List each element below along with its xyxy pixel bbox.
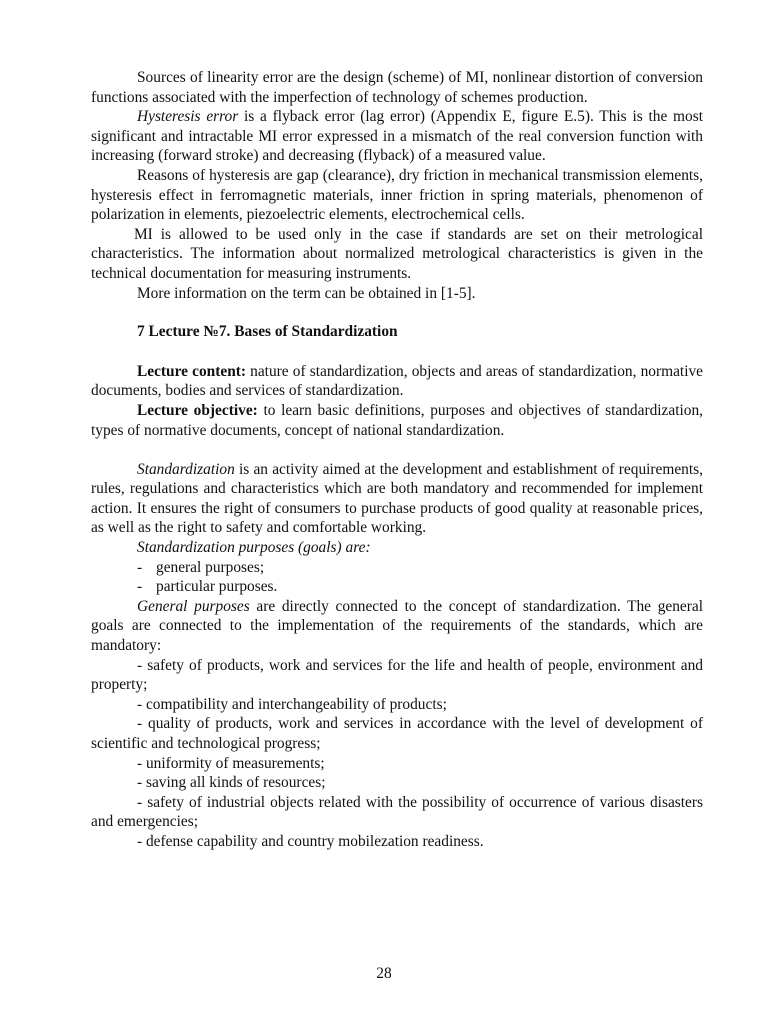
page-number: 28 (376, 965, 392, 982)
goal-item: - defense capability and country mobilezation readiness. (137, 832, 484, 850)
term-general-purposes: General purposes (137, 597, 250, 615)
paragraph-hysteresis-error (91, 107, 703, 166)
page-body (91, 68, 703, 852)
goal-item: - compatibility and interchangeability of products; (137, 695, 447, 713)
standardization-definition-text: is an activity aimed at the development and establishment of requirements, rules, regulations and characteristics which are both mandatory and recommended for implement action. It ensures the right of consumers to purchase products of good quality at reasonable prices, as well as the right to safety and comfortable working. (91, 460, 703, 537)
term-standardization: Standardization (137, 460, 235, 478)
purposes-heading-text: Standardization purposes (goals) are: (137, 539, 371, 557)
list-item-text: particular purposes. (156, 578, 278, 596)
lecture-heading: 7 Lecture №7. Bases of Standardization (137, 323, 398, 341)
paragraph-mi-allowed: MI is allowed to be used only in the case if standards are set on their metrological characteristics. The information about normalized metrological characteristics is given in the technical documentation for measuring instruments. (91, 225, 703, 282)
lecture-objective-text: to learn basic definitions, purposes and objectives of standardization, types of normative documents, concept of national standardization. (91, 401, 703, 439)
paragraph-hysteresis-reasons: Reasons of hysteresis are gap (clearance), dry friction in mechanical transmission elements, hysteresis effect in ferromagnetic materials, inner friction in spring materials, phenomenon of polarization in elements, piezoelectric elements, electrochemical cells. (91, 166, 703, 224)
goal-item: - saving all kinds of resources; (137, 774, 326, 792)
list-item-text: general purposes; (156, 558, 265, 576)
label-lecture-content: Lecture content: (137, 362, 246, 380)
paragraph-linearity-sources: Sources of linearity error are the design (scheme) of MI, nonlinear distortion of conversion functions associated with the imperfection of technology of schemes production. (91, 69, 703, 106)
goal-item: - safety of industrial objects related with the possibility of occurrence of various disasters and emergencies; (91, 793, 703, 831)
paragraph-more-info: More information on the term can be obtained in [1-5]. (137, 284, 476, 302)
paragraph-general-purposes (91, 597, 703, 656)
paragraph-lecture-content (91, 362, 703, 401)
dash-marker: - (137, 578, 143, 596)
lecture-content-text: nature of standardization, objects and areas of standardization, normative documents, bodies and services of standardization. (91, 362, 703, 400)
paragraph-standardization-definition (91, 460, 703, 538)
hysteresis-error-text: is a flyback error (lag error) (Appendix E, figure E.5). This is the most significant and intractable MI error expressed in a mismatch of the real conversion function with increasing (forward stroke) and decreasing (flyback) of a measured value. (91, 108, 703, 165)
list-item (91, 577, 703, 597)
goal-item: - safety of products, work and services for the life and health of people, environment and property; (91, 656, 703, 694)
purposes-heading (91, 538, 703, 558)
paragraph-lecture-objective (91, 401, 703, 440)
label-lecture-objective: Lecture objective: (137, 401, 258, 419)
list-item (91, 558, 703, 578)
general-purposes-text: are directly connected to the concept of standardization. The general goals are connected to the implementation of the requirements of the standards, which are mandatory: (91, 597, 703, 655)
goal-item: - uniformity of measurements; (137, 754, 325, 772)
goal-item: - quality of products, work and services in accordance with the level of development of scientific and technological progress; (91, 715, 703, 752)
dash-marker: - (137, 558, 143, 576)
term-hysteresis-error: Hysteresis error (137, 108, 239, 126)
